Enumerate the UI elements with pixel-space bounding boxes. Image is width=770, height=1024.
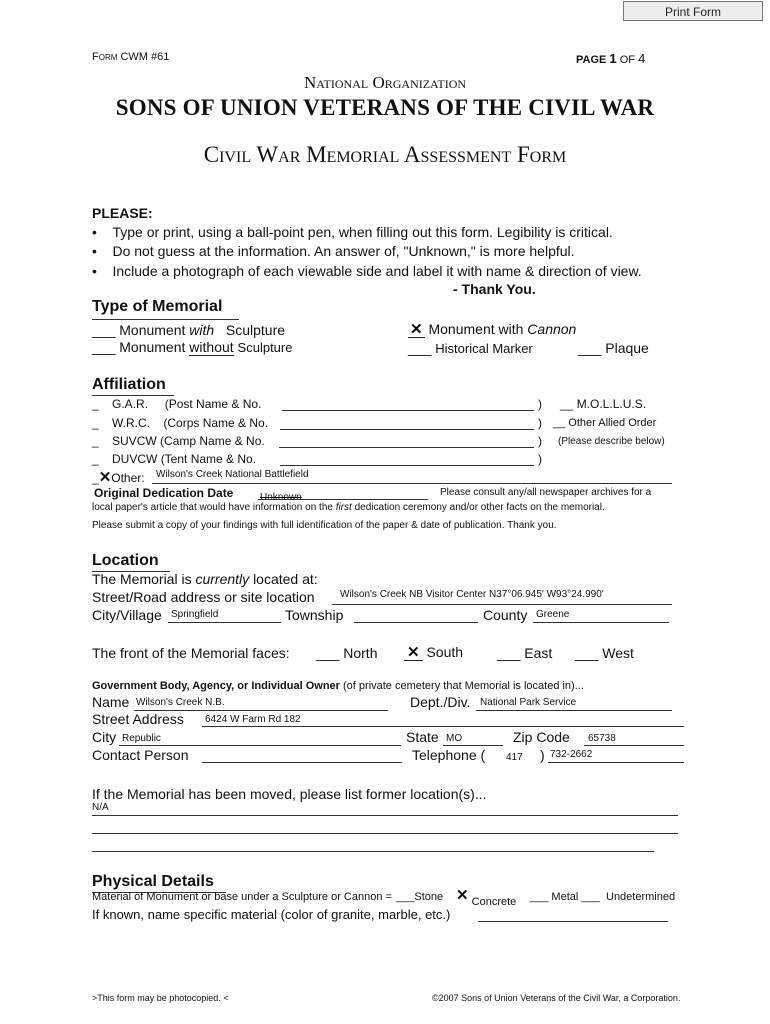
check-mark-icon: ✕ (410, 321, 423, 338)
owner-name-value[interactable]: Wilson's Creek N.B. (136, 697, 225, 708)
please-describe: (Please describe below) (558, 436, 665, 447)
option-text: Metal (551, 891, 579, 903)
form-prefix: Form (92, 51, 118, 63)
national-organization: National Organization (303, 73, 467, 92)
label-text: currently (195, 571, 250, 587)
faces-south[interactable] (404, 643, 463, 661)
affiliation-label: Other: (111, 471, 145, 485)
org-name: SONS OF UNION VETERANS OF THE CIVIL WAR (115, 95, 655, 120)
option-text: South (426, 644, 464, 660)
label-text: The Memorial is (92, 571, 192, 587)
option-text: Sculpture (225, 322, 286, 338)
telephone-label: Telephone ( (412, 747, 486, 763)
affiliation-detail: (Corps Name & No. (163, 416, 269, 430)
street-address-label: Street/Road address or site location (92, 589, 315, 605)
page-total: 4 (638, 51, 646, 66)
owner-state-value[interactable]: MO (446, 733, 463, 744)
owner-name-label: Name (92, 694, 130, 710)
faces-west[interactable]: ___ West (575, 645, 634, 661)
option-text: East (524, 645, 553, 661)
instruction-text: Include a photograph of each viewable side and label it with name & direction of view. (112, 263, 642, 279)
affiliation-mollus[interactable]: __ M.O.L.L.U.S. (560, 397, 647, 411)
material-stone[interactable]: ___Stone (396, 891, 444, 903)
location-heading: Location (92, 552, 159, 569)
dept-label: Dept./Div. (410, 694, 471, 710)
affiliation-suvcw[interactable]: _ SUVCW (Camp Name & No. (92, 434, 265, 448)
checkbox-blank[interactable]: ___ (578, 340, 602, 356)
note-text: dedication ceremony and/or other facts on the memorial. (354, 502, 605, 513)
county-value[interactable]: Greene (536, 609, 570, 620)
affiliation-detail: (Post Name & No. (164, 397, 262, 411)
instruction-bullet: • Type or print, using a ball-point pen, when filling out this form. Legibility is critical. (92, 224, 613, 240)
affiliation-label: G.A.R. (112, 397, 149, 411)
checkbox-blank[interactable]: ___ (408, 340, 432, 356)
city-value[interactable]: Springfield (171, 609, 219, 620)
instruction-bullet: • Do not guess at the information. An answer of, "Unknown," is more helpful. (92, 243, 575, 259)
form-number-value: CWM #61 (120, 51, 170, 63)
form-number (92, 51, 169, 63)
checkbox-blank[interactable]: ___ (92, 339, 116, 355)
city-label: City/Village (92, 607, 162, 623)
owner-street-value[interactable]: 6424 W Farm Rd 182 (205, 714, 301, 725)
check-mark-icon: ✕ (456, 887, 469, 904)
affiliation-detail: (Camp Name & No. (160, 434, 265, 448)
page-of: OF (619, 54, 635, 66)
paren: ) (538, 452, 542, 466)
instruction-text: Do not guess at the information. An answer of, "Unknown," is more helpful. (112, 243, 575, 259)
faces-label: The front of the Memorial faces: (92, 645, 290, 661)
phone-paren: ) (540, 747, 545, 763)
copyright: ©2007 Sons of Union Veterans of the Civil War, a Corporation. (432, 993, 681, 1003)
area-code[interactable]: 417 (506, 752, 523, 763)
option-monument-with-cannon[interactable] (408, 320, 576, 338)
option-text: Historical Marker (435, 341, 533, 356)
option-text: without (189, 339, 234, 355)
dedication-date-label: Original Dedication Date (94, 486, 234, 500)
consult-note-line1: Please consult any/all newspaper archives for a (440, 487, 652, 498)
owner-zip-label: Zip Code (513, 729, 570, 745)
township-label: Township (285, 607, 344, 623)
instruction-bullet: • Include a photograph of each viewable side and label it with name & direction of view. (92, 263, 642, 279)
affiliation-label: W.R.C. (112, 416, 151, 430)
label-text: located at: (253, 571, 318, 587)
check-mark-icon: ✕ (407, 644, 420, 661)
check-mark-icon: ✕ (98, 469, 112, 486)
owner-city-label: City (92, 729, 117, 745)
dept-value[interactable]: National Park Service (480, 697, 577, 708)
owner-heading (92, 680, 584, 692)
county-label: County (483, 607, 528, 623)
material-metal[interactable]: ___ Metal ___ (530, 891, 600, 903)
option-text: Concrete (471, 896, 517, 908)
affiliation-gar[interactable]: _ G.A.R. (Post Name & No. (92, 397, 262, 411)
faces-east[interactable]: ___ East (497, 645, 553, 661)
affiliation-label: SUVCW (112, 434, 157, 448)
material-label: Material of Monument or base under a Sculpture or Cannon = (92, 891, 392, 903)
option-monument-with-sculpture[interactable] (92, 322, 285, 338)
please-heading: PLEASE: (92, 205, 153, 221)
checkbox-blank[interactable]: ___ (92, 322, 116, 338)
affiliation-duvcw[interactable]: _ DUVCW (Tent Name & No. (92, 452, 257, 466)
paren: ) (538, 397, 542, 411)
type-of-memorial-heading: Type of Memorial (92, 298, 223, 315)
moved-answer[interactable]: N/A (92, 802, 109, 813)
other-value: Wilson's Creek National Battlefield (156, 469, 309, 480)
material-undetermined[interactable]: Undetermined (606, 891, 676, 903)
option-monument-without-sculpture[interactable] (92, 339, 292, 355)
option-text: North (343, 645, 378, 661)
affiliation-label: M.O.L.L.U.S. (576, 397, 647, 411)
owner-city-value[interactable]: Republic (122, 733, 161, 744)
form-title: Civil War Memorial Assessment Form (203, 142, 567, 167)
currently-located (92, 571, 318, 587)
option-plaque[interactable] (578, 340, 649, 356)
owner-street-label: Street Address (92, 711, 184, 727)
owner-state-label: State (406, 729, 439, 745)
paren: ) (538, 416, 542, 430)
consult-note-line3: Please submit a copy of your findings with full identification of the paper & date of publication. Thank you. (92, 520, 557, 531)
specific-material-label: If known, name specific material (color of granite, marble, etc.) (92, 907, 451, 922)
option-text: Plaque (605, 340, 649, 356)
option-historical-marker[interactable] (408, 340, 533, 356)
faces-north[interactable]: ___ North (316, 645, 378, 661)
moved-question: If the Memorial has been moved, please list former location(s)... (92, 786, 487, 802)
note-text: local paper's article that would have information on the (92, 502, 333, 513)
thank-you: - Thank You. (453, 281, 536, 297)
paren: ) (538, 434, 542, 448)
photocopy-note: >This form may be photocopied. < (92, 993, 229, 1003)
instruction-text: Type or print, using a ball-point pen, when filling out this form. Legibility is critical. (112, 224, 613, 240)
owner-zip-value[interactable]: 65738 (588, 733, 616, 744)
option-text: West (602, 645, 634, 661)
physical-details-heading: Physical Details (92, 873, 214, 890)
page-indicator (576, 51, 645, 66)
affiliation-detail: (Tent Name & No. (160, 452, 257, 466)
option-text: Monument with (428, 321, 524, 337)
affiliation-heading: Affiliation (92, 376, 166, 393)
option-text: Stone (414, 891, 444, 903)
print-form-button[interactable]: Print Form (623, 1, 763, 21)
street-address-value[interactable]: Wilson's Creek NB Visitor Center N37°06.945' W93°24.990' (340, 589, 604, 600)
option-text: Cannon (527, 321, 577, 337)
affiliation-other[interactable]: _✕Other: (92, 469, 145, 486)
option-text: Monument (119, 339, 186, 355)
page-num: 1 (609, 51, 617, 66)
option-text: Monument (119, 322, 186, 338)
option-text: Sculpture (237, 340, 293, 355)
affiliation-other-allied[interactable]: __ Other Allied Order (553, 417, 657, 429)
consult-note-line2 (92, 502, 605, 513)
owner-heading-bold: Government Body, Agency, or Individual Owner (92, 680, 340, 692)
page-label: PAGE (576, 54, 607, 66)
note-text: first (335, 502, 352, 513)
material-concrete[interactable] (456, 886, 517, 908)
phone-value[interactable]: 732-2662 (550, 749, 593, 760)
checkbox-checked[interactable] (408, 321, 425, 338)
owner-heading-rest: (of private cemetery that Memorial is located in)... (343, 680, 584, 692)
dedication-date-value: Unknown (260, 492, 302, 503)
contact-person-label: Contact Person (92, 747, 189, 763)
affiliation-label: DUVCW (112, 452, 158, 466)
affiliation-wrc[interactable]: _ W.R.C. (Corps Name & No. (92, 416, 269, 430)
option-text: with (189, 322, 215, 338)
affiliation-label: Other Allied Order (568, 417, 657, 429)
